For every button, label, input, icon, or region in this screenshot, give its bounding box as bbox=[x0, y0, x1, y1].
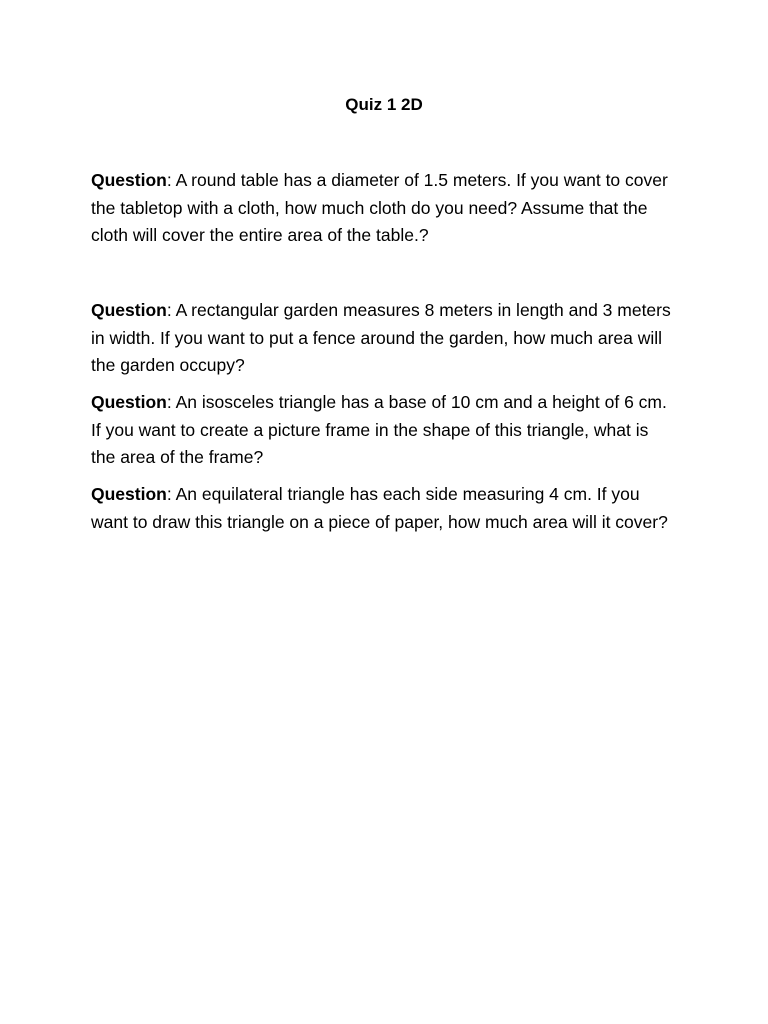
question-label: Question bbox=[91, 300, 167, 320]
question-1 bbox=[91, 167, 671, 250]
question-text: : A rectangular garden measures 8 meters in length and 3 meters in width. If you want to put a fence around the garden, how much area will the garden occupy? bbox=[91, 300, 671, 375]
page-title: Quiz 1 2D bbox=[345, 95, 423, 114]
question-label: Question bbox=[91, 484, 167, 504]
question-text: : An isosceles triangle has a base of 10 cm and a height of 6 cm. If you want to create a picture frame in the shape of this triangle, what is the area of the frame? bbox=[91, 392, 667, 467]
question-4 bbox=[91, 481, 671, 536]
question-3 bbox=[91, 389, 671, 472]
question-2 bbox=[91, 297, 671, 380]
question-text: : An equilateral triangle has each side measuring 4 cm. If you want to draw this triangle on a piece of paper, how much area will it cover? bbox=[91, 484, 668, 532]
question-text: : A round table has a diameter of 1.5 meters. If you want to cover the tabletop with a cloth, how much cloth do you need? Assume that the cloth will cover the entire area of the table.? bbox=[91, 170, 668, 245]
question-label: Question bbox=[91, 170, 167, 190]
question-label: Question bbox=[91, 392, 167, 412]
